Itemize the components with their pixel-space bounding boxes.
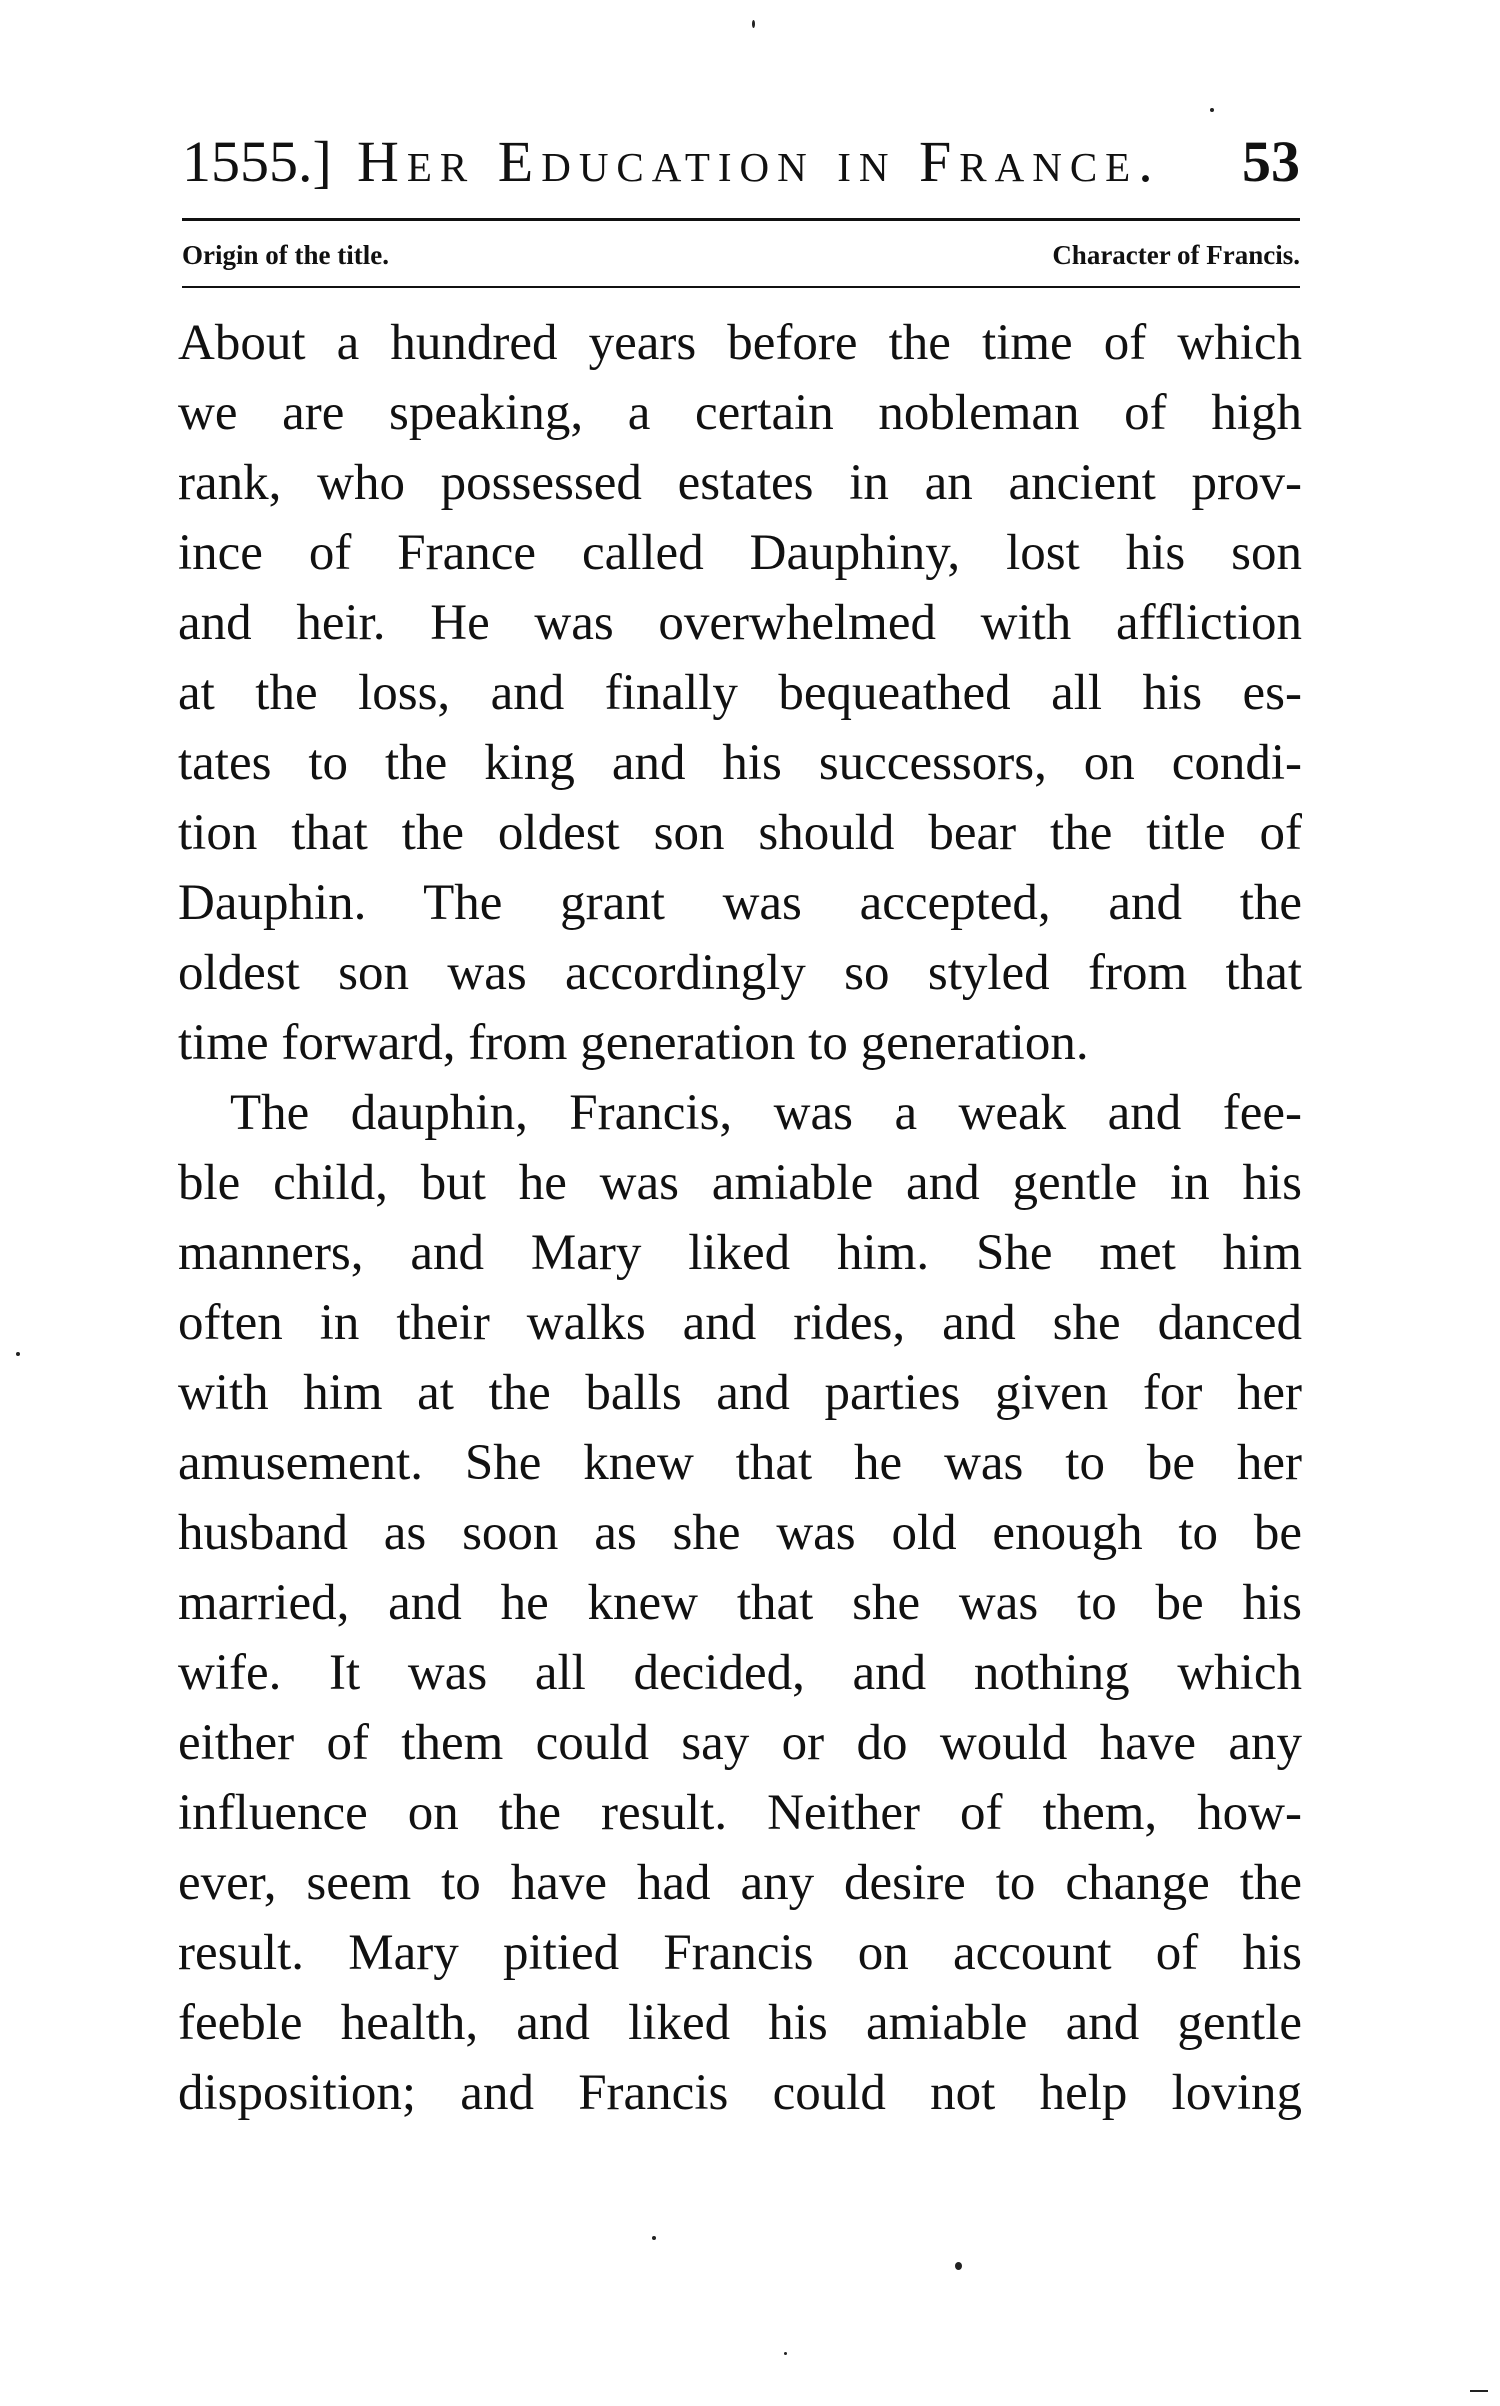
body-text <box>178 308 1302 2128</box>
header-rule-top <box>182 218 1300 221</box>
running-header <box>182 122 1300 202</box>
sidenote-bar <box>182 228 1300 282</box>
text-line: result. Mary pitied Francis on account of his <box>178 1925 1302 1981</box>
sidenote-left: Origin of the title. <box>182 240 389 270</box>
text-line: influence on the result. Neither of them, how- <box>178 1785 1302 1841</box>
text-line: tates to the king and his successors, on condi- <box>178 735 1302 791</box>
scan-speck <box>752 20 755 28</box>
scan-speck <box>1470 2390 1488 2392</box>
scan-speck <box>1210 108 1214 112</box>
scan-speck <box>16 1352 20 1356</box>
text-line: either of them could say or do would have any <box>178 1715 1302 1771</box>
text-line: manners, and Mary liked him. She met him <box>178 1225 1302 1281</box>
text-line: ble child, but he was amiable and gentle in his <box>178 1155 1302 1211</box>
header-year: 1555.] <box>182 129 332 194</box>
text-line: often in their walks and rides, and she danced <box>178 1295 1302 1351</box>
text-line: Dauphin. The grant was accepted, and the <box>178 875 1302 931</box>
scan-speck <box>955 2262 962 2270</box>
text-line: rank, who possessed estates in an ancient prov- <box>178 455 1302 511</box>
header-rule-bottom <box>182 286 1300 288</box>
page-number: 53 <box>1242 129 1300 194</box>
text-line: married, and he knew that she was to be his <box>178 1575 1302 1631</box>
text-line: ever, seem to have had any desire to change the <box>178 1855 1302 1911</box>
paragraph-2 <box>178 1078 1302 2128</box>
text-line: and heir. He was overwhelmed with affliction <box>178 595 1302 651</box>
scan-speck <box>652 2236 656 2240</box>
text-line: we are speaking, a certain nobleman of high <box>178 385 1302 441</box>
paragraph-1 <box>178 308 1302 1078</box>
text-line: disposition; and Francis could not help loving <box>178 2065 1302 2121</box>
sidenote-right: Character of Francis. <box>1052 240 1300 270</box>
text-line: tion that the oldest son should bear the title of <box>178 805 1302 861</box>
scan-speck <box>784 2352 787 2355</box>
text-line: The dauphin, Francis, was a weak and fee- <box>230 1085 1302 1141</box>
text-line: with him at the balls and parties given for her <box>178 1365 1302 1421</box>
text-line: oldest son was accordingly so styled from that <box>178 945 1302 1001</box>
text-line: amusement. She knew that he was to be her <box>178 1435 1302 1491</box>
text-line: ince of France called Dauphiny, lost his son <box>178 525 1302 581</box>
header-title: Her Education in France. <box>357 129 1161 194</box>
text-line: husband as soon as she was old enough to be <box>178 1505 1302 1561</box>
text-line: wife. It was all decided, and nothing which <box>178 1645 1302 1701</box>
text-line: time forward, from generation to generation. <box>178 1015 1089 1071</box>
text-line: at the loss, and finally bequeathed all his es- <box>178 665 1302 721</box>
text-line: About a hundred years before the time of which <box>178 315 1302 371</box>
text-line: feeble health, and liked his amiable and gentle <box>178 1995 1302 2051</box>
